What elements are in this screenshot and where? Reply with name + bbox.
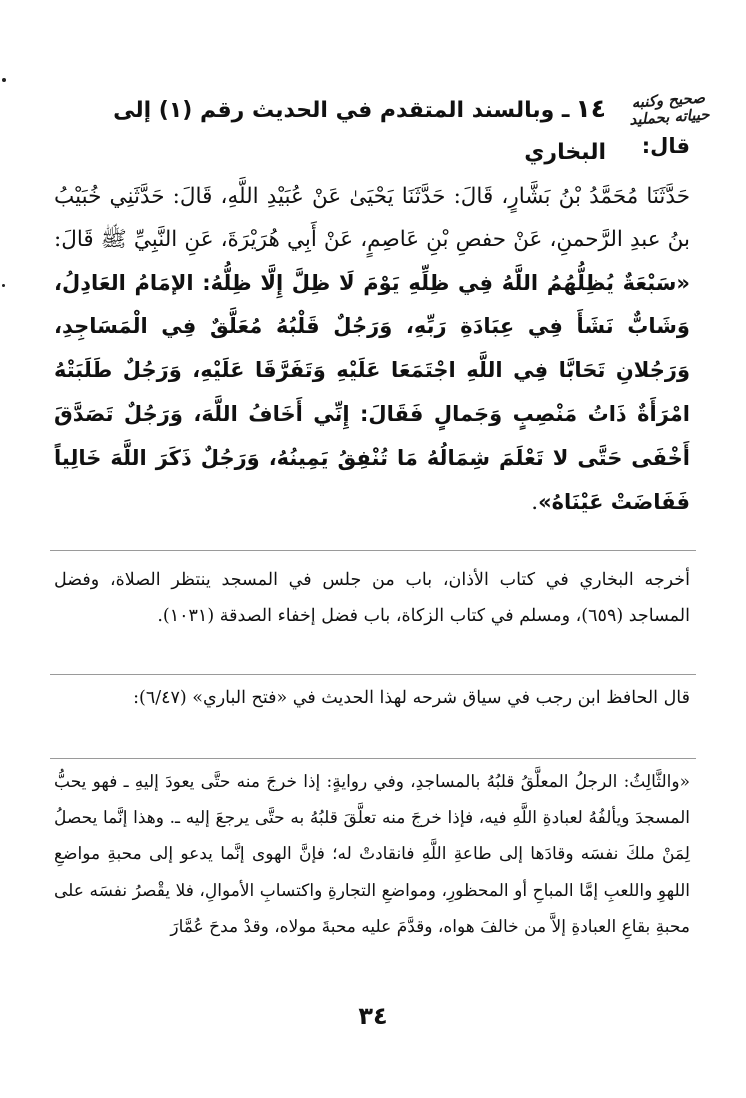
quote-paragraph: «والثَّالِثُ: الرجلُ المعلَّقُ قلبُهُ بالمساجدِ، وفي روايةٍ: إذا خرجَ منه حتَّى يعودَ إليهِ ـ فهو يحبُّ المسجدَ ويألفُهُ لعبادةِ اللَّهِ فيه، فإذا خرجَ منه تعلَّقَ قلبُهُ به حتَّى يرجعَ إليه ـ. وهذا إنَّما يحصلُ لِمَنْ ملكَ نفسَه وقادَها إلى طاعةِ اللَّهِ فانقادتْ له؛ فإنَّ الهوى إنَّما يدعو إلى محبةِ مواضعِ اللهوِ واللعبِ إمَّا المباحِ أو المحظورِ، ومواضعِ التجارةِ واكتسابِ الأموالِ، فلا يقْصرُ نفسَه على محبةِ بقاعِ العبادةِ إلاَّ من خالفَ هواه، وقدَّمَ عليه محبةَ مولاه، وقدْ مدحَ عُمَّارَ (54, 772, 690, 937)
section-divider (50, 550, 696, 551)
ibn-rajab-paragraph: قال الحافظ ابن رجب في سياق شرحه لهذا الحديث في «فتح الباري» (٦/٤٧): (133, 688, 690, 708)
hadith-matn: «سَبْعَةٌ يُظِلُّهُمُ اللَّهُ فِي ظِلِّهِ يَوْمَ لَا ظِلَّ إِلَّا ظِلُّهُ: الإمَامُ العَادِلُ، وَشَابٌّ نَشَأَ فِي عِبَادَةِ رَبِّهِ، وَرَجُلٌ قَلْبُهُ مُعَلَّقٌ فِي الْمَسَاجِدِ، وَرَجُلانِ تَحَابَّا فِي اللَّهِ اجْتَمَعَا عَلَيْهِ وَتَفَرَّقَا عَلَيْهِ، وَرَجُلٌ طَلَبَتْهُ امْرَأَةٌ ذَاتُ مَنْصِبٍ وَجَمالٍ فَقَالَ: إِنِّي أَخَافُ اللَّهَ، وَرَجُلٌ تَصَدَّقَ أَخْفَى حَتَّى لا تَعْلَمَ شِمَالُهُ مَا تُنْفِقُ يَمِينُهُ، وَرَجُلٌ ذَكَرَ اللَّهَ خَالِياً فَفَاضَتْ عَيْنَاهُ» (54, 270, 690, 514)
scan-speck (2, 284, 5, 287)
hadith-isnad: حَدَّثَنَا مُحَمَّدُ بْنُ بَشَّارٍ، قَالَ: حَدَّثَنَا يَحْيَىٰ عَنْ عُبَيْدِ اللَّهِ، قَالَ: حَدَّثَنِي خُبَيْبُ بنُ عبدِ الرَّحمنِ، عَنْ حفصِ بْنِ عَاصِمٍ، عَنْ أَبِي هُرَيْرَةَ، عَنِ النَّبِيِّ ﷺ قَالَ: (54, 184, 690, 252)
heading-text: ـ وبالسند المتقدم في الحديث رقم (١) إلى البخاري (113, 98, 606, 165)
section-divider (50, 674, 696, 675)
takhrij-paragraph: أخرجه البخاري في كتاب الأذان، باب من جلس في المسجد ينتظر الصلاة، وفضل المساجد (٦٥٩)، ومسلم في كتاب الزكاة، باب فضل إخفاء الصدقة (١٠٣١). (54, 570, 690, 626)
scan-speck (2, 78, 6, 82)
hadith-text (54, 176, 690, 524)
section-divider (50, 758, 696, 759)
qal-label: قال: (641, 134, 690, 158)
margin-stamp: صحيح وكنبه حيياته بحمليد (628, 88, 711, 129)
page-number: ٣٤ (358, 1002, 388, 1030)
hadith-number: ١٤ (575, 94, 606, 123)
hadith-heading (66, 88, 606, 174)
hadith-end: . (531, 489, 539, 515)
